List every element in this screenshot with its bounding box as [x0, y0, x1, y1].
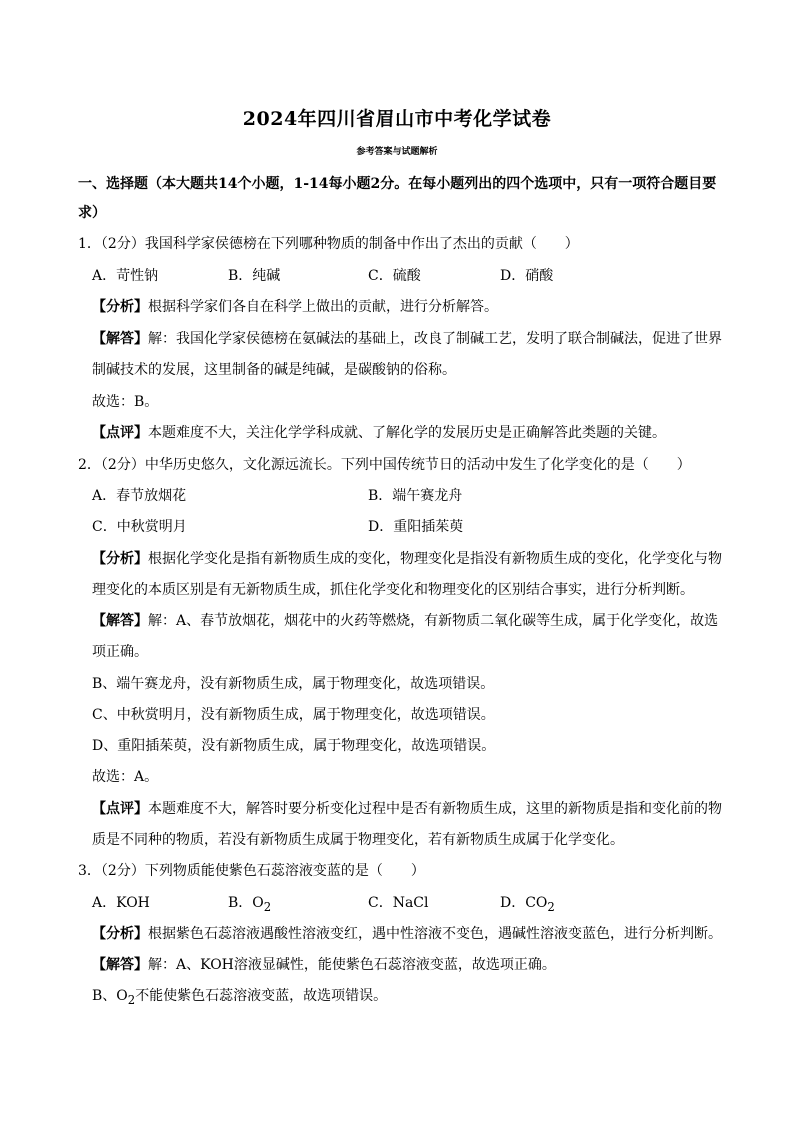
q2-analysis-line-1 [92, 549, 722, 569]
q1-answer-line-2: 制碱技术的发展，这里制备的碱是纯碱，是碳酸钠的俗称。 [92, 362, 456, 378]
q3-option-b-text: B．O [228, 895, 264, 911]
q1-option-d: D．硝酸 [500, 268, 554, 284]
answer-tag: 【解答】 [92, 331, 148, 347]
analysis-tag: 【分析】 [92, 551, 148, 567]
q2-stem: 2．（2分）中华历史悠久，文化源远流长。下列中国传统节日的活动中发生了化学变化的是（ ） [78, 457, 691, 473]
q3-answer-b-prefix: B、O [92, 988, 128, 1004]
q3-answer [92, 955, 556, 975]
q3-option-d-text: D．CO [500, 895, 548, 911]
q3-analysis [92, 924, 722, 944]
q3-answer-b-subscript: 2 [127, 992, 136, 1007]
q3-option-d-subscript: 2 [547, 899, 555, 914]
answer-tag: 【解答】 [92, 613, 148, 629]
q1-stem: 1．（2分）我国科学家侯德榜在下列哪种物质的制备中作出了杰出的贡献（ ） [78, 236, 579, 252]
page-title: 2024年四川省眉山市中考化学试卷 [242, 108, 552, 130]
analysis-tag: 【分析】 [92, 299, 148, 315]
section-heading-line-1: 一、选择题（本大题共14个小题，1-14每小题2分。在每小题列出的四个选项中，只有一项符合题目要 [78, 176, 717, 192]
q2-answer-text-1: 解：A、春节放烟花，烟花中的火药等燃烧，有新物质二氧化碳等生成，属于化学变化，故选 [148, 613, 719, 629]
q1-answer-line-1 [92, 329, 722, 349]
comment-tag: 【点评】 [92, 425, 148, 441]
q1-option-c: C．硫酸 [368, 268, 421, 284]
q2-answer-d: D、重阳插茱萸，没有新物质生成，属于物理变化，故选项错误。 [92, 738, 496, 754]
q1-option-a: A．苛性钠 [92, 268, 159, 284]
q2-answer-b: B、端午赛龙舟，没有新物质生成，属于物理变化，故选项错误。 [92, 676, 495, 692]
q2-comment-line-2: 质是不同种的物质，若没有新物质生成属于物理变化，若有新物质生成属于化学变化。 [92, 832, 624, 848]
section-heading-line-2: 求） [78, 205, 106, 221]
analysis-tag: 【分析】 [92, 926, 148, 942]
q1-choice: 故选：B。 [92, 394, 159, 410]
q1-analysis [92, 297, 498, 317]
q2-option-c: C．中秋赏明月 [92, 519, 187, 535]
q2-analysis-line-2: 理变化的本质区别是有无新物质生成，抓住化学变化和物理变化的区别结合事实，进行分析判断。 [92, 582, 694, 598]
q3-option-b [228, 893, 271, 917]
answer-tag: 【解答】 [92, 957, 148, 973]
q3-answer-b [92, 986, 387, 1010]
page-subtitle: 参考答案与试题解析 [356, 147, 438, 157]
q3-stem: 3．（2分）下列物质能使紫色石蕊溶液变蓝的是（ ） [78, 863, 425, 879]
q2-option-b: B．端午赛龙舟 [368, 488, 463, 504]
q2-comment-text-1: 本题难度不大，解答时要分析变化过程中是否有新物质生成，这里的新物质是指和变化前的物 [148, 801, 722, 817]
q3-analysis-text: 根据紫色石蕊溶液遇酸性溶液变红，遇中性溶液不变色，遇碱性溶液变蓝色，进行分析判断。 [148, 926, 722, 942]
comment-tag: 【点评】 [92, 801, 148, 817]
q2-answer-c: C、中秋赏明月，没有新物质生成，属于物理变化，故选项错误。 [92, 707, 495, 723]
q1-analysis-text: 根据科学家们各自在科学上做出的贡献，进行分析解答。 [148, 299, 498, 315]
q1-comment-text: 本题难度不大，关注化学学科成就、了解化学的发展历史是正确解答此类题的关键。 [148, 425, 666, 441]
q1-answer-text-1: 解：我国化学家侯德榜在氨碱法的基础上，改良了制碱工艺，发明了联合制碱法，促进了世界 [148, 331, 722, 347]
q2-option-a: A．春节放烟花 [92, 488, 187, 504]
q3-option-c: C．NaCl [368, 895, 429, 911]
q2-analysis-text-1: 根据化学变化是指有新物质生成的变化，物理变化是指没有新物质生成的变化，化学变化与物 [148, 551, 722, 567]
q3-option-a: A．KOH [92, 895, 150, 911]
q2-choice: 故选：A。 [92, 769, 159, 785]
q3-answer-b-rest: 不能使紫色石蕊溶液变蓝，故选项错误。 [135, 988, 388, 1004]
q2-answer-line-1 [92, 611, 718, 631]
q2-comment-line-1 [92, 799, 722, 819]
q2-option-d: D．重阳插茱萸 [368, 519, 464, 535]
q2-answer-line-2: 项正确。 [92, 644, 148, 660]
q3-option-b-subscript: 2 [263, 899, 272, 914]
q1-comment [92, 423, 666, 443]
q1-option-b: B．纯碱 [228, 268, 281, 284]
q3-answer-text: 解：A、KOH溶液显碱性，能使紫色石蕊溶液变蓝，故选项正确。 [148, 957, 556, 973]
q3-option-d [500, 893, 555, 917]
